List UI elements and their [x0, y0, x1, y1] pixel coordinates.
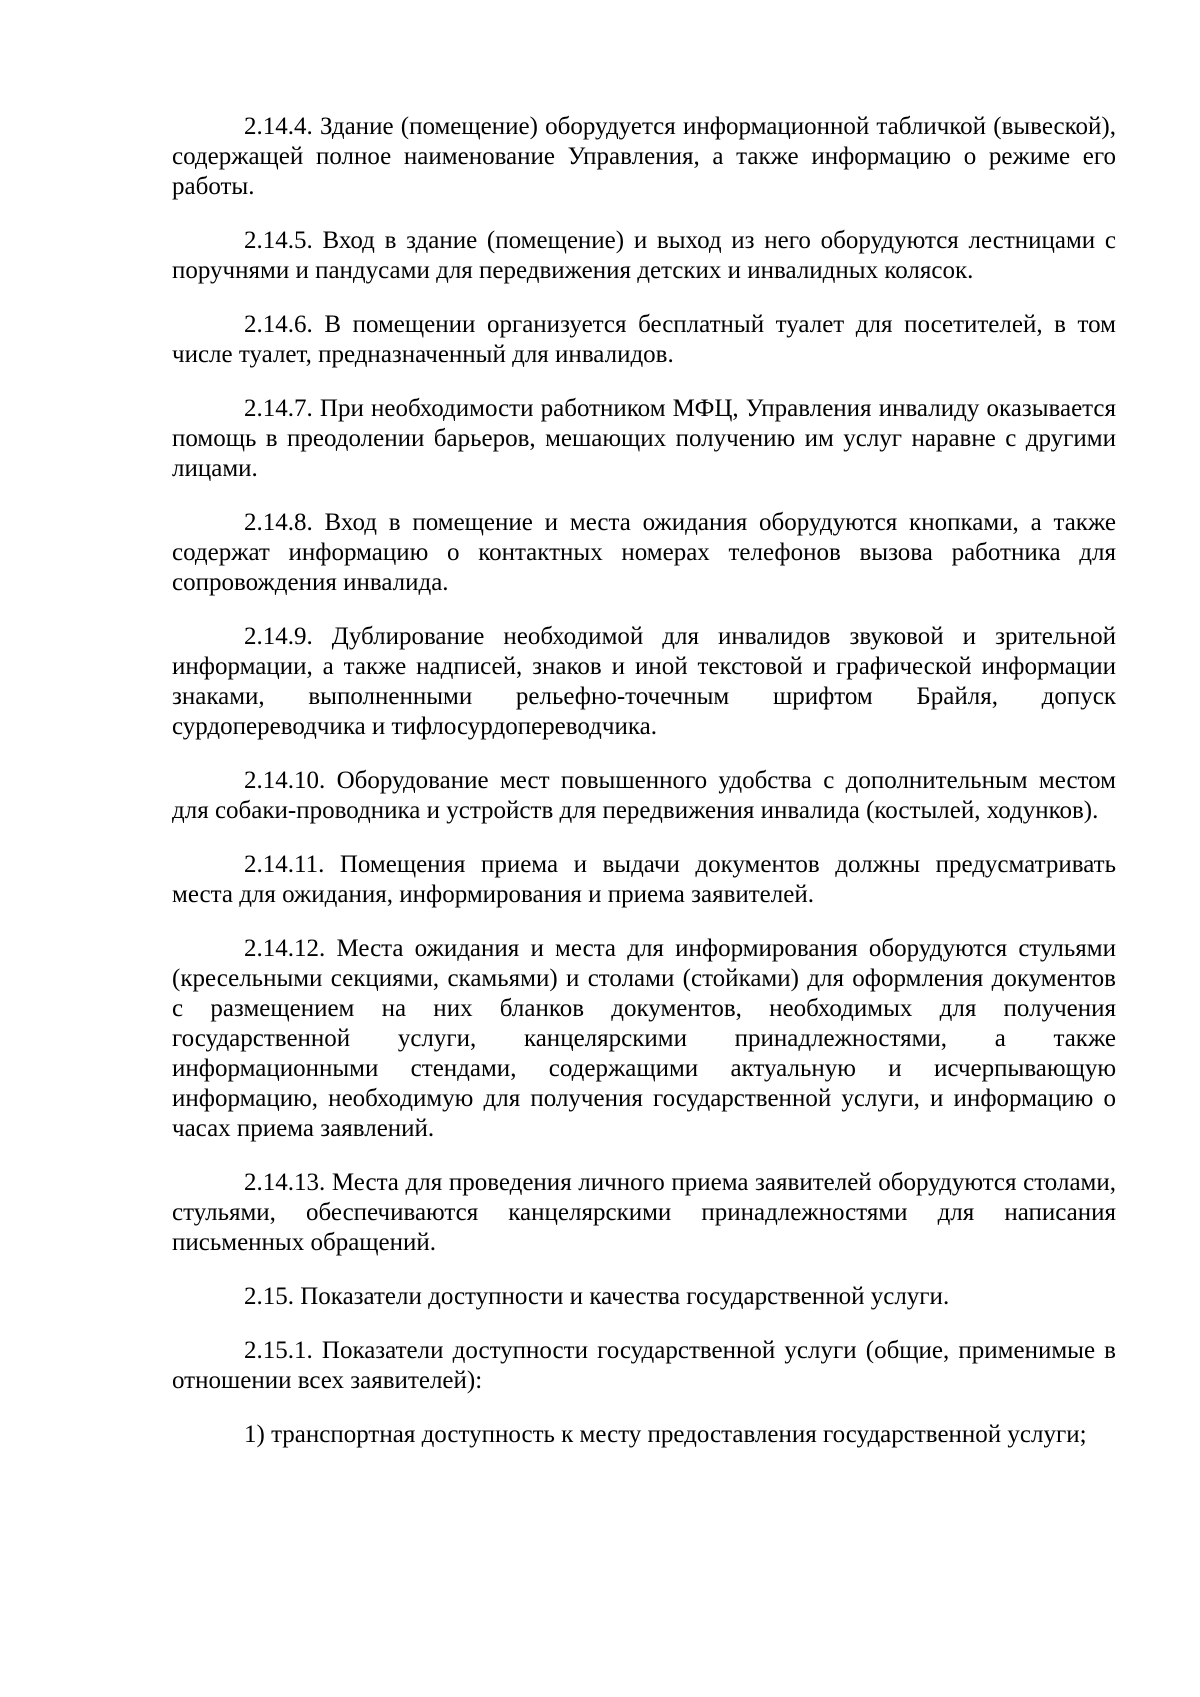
paragraph-2-14-10: 2.14.10. Оборудование мест повышенного удобства с дополнительным местом для собаки-проводника и устройств для передвижения инвалида (костылей, ходунков). — [172, 767, 1116, 824]
paragraph-2-14-5: 2.14.5. Вход в здание (помещение) и выход из него оборудуются лестницами с поручнями и пандусами для передвижения детских и инвалидных колясок. — [172, 227, 1116, 284]
list-item-1: 1) транспортная доступность к месту предоставления государственной услуги; — [244, 1421, 1087, 1448]
paragraph-2-14-9: 2.14.9. Дублирование необходимой для инвалидов звуковой и зрительной информации, а также надписей, знаков и иной текстовой и графической информации знаками, выполненными рельефно-точечным шрифтом Брайля, допуск сурдопереводчика и тифлосурдопереводчика. — [172, 623, 1116, 740]
paragraph-2-15-1: 2.15.1. Показатели доступности государственной услуги (общие, применимые в отношении всех заявителей): — [172, 1337, 1116, 1394]
paragraph-2-14-4: 2.14.4. Здание (помещение) оборудуется информационной табличкой (вывеской), содержащей полное наименование Управления, а также информацию о режиме его работы. — [172, 113, 1116, 200]
paragraph-2-14-8: 2.14.8. Вход в помещение и места ожидания оборудуются кнопками, а также содержат информацию о контактных номерах телефонов вызова работника для сопровождения инвалида. — [172, 509, 1116, 596]
paragraph-2-14-13: 2.14.13. Места для проведения личного приема заявителей оборудуются столами, стульями, обеспечиваются канцелярскими принадлежностями для написания письменных обращений. — [172, 1169, 1116, 1256]
paragraph-2-15: 2.15. Показатели доступности и качества государственной услуги. — [244, 1283, 950, 1310]
paragraph-2-14-11: 2.14.11. Помещения приема и выдачи документов должны предусматривать места для ожидания, информирования и приема заявителей. — [172, 851, 1116, 908]
document-page — [172, 112, 1116, 1474]
paragraph-2-14-12: 2.14.12. Места ожидания и места для информирования оборудуются стульями (кресельными секциями, скамьями) и столами (стойками) для оформления документов с размещением на них бланков документов, необходимых для получения государственной услуги, канцелярскими принадлежностями, а также информационными стендами, содержащими актуальную и исчерпывающую информацию, необходимую для получения государственной услуги, и информацию о часах приема заявлений. — [172, 935, 1116, 1142]
paragraph-2-14-7: 2.14.7. При необходимости работником МФЦ, Управления инвалиду оказывается помощь в преодолении барьеров, мешающих получению им услуг наравне с другими лицами. — [172, 395, 1116, 482]
paragraph-2-14-6: 2.14.6. В помещении организуется бесплатный туалет для посетителей, в том числе туалет, предназначенный для инвалидов. — [172, 311, 1116, 368]
